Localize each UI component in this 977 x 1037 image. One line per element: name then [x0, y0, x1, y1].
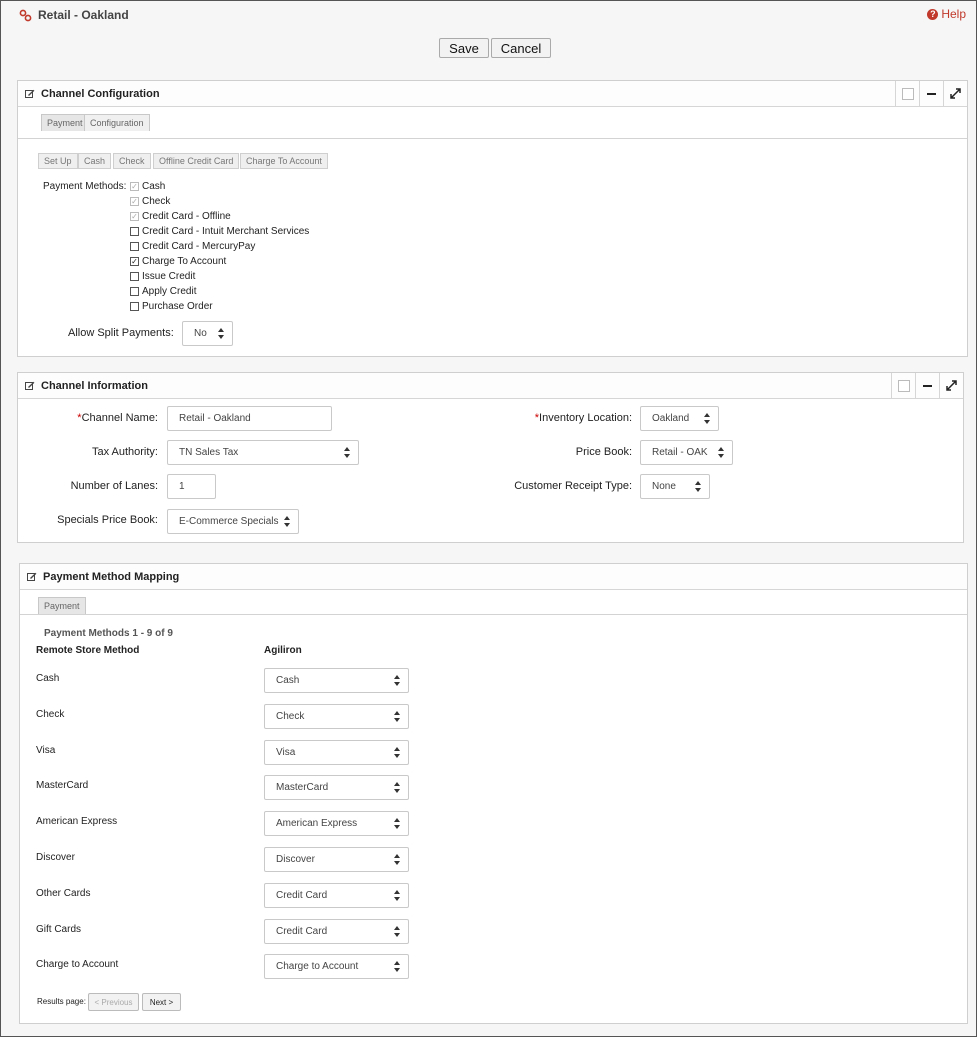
select-arrows-icon [394, 675, 400, 687]
column-header-agiliron: Agiliron [264, 645, 302, 656]
select-arrows-icon [695, 481, 701, 493]
restore-icon[interactable] [891, 373, 915, 398]
payment-method-mapping-panel [19, 563, 968, 1024]
remote-method-name: Visa [36, 745, 56, 756]
select-arrows-icon [394, 711, 400, 723]
select-arrows-icon [394, 747, 400, 759]
agiliron-method-select[interactable] [264, 668, 409, 693]
payment-method-label: Charge To Account [142, 256, 227, 267]
inventory-location-label: *Inventory Location: [534, 412, 632, 424]
agiliron-method-value: Charge to Account [276, 961, 359, 972]
payment-method-checkbox [130, 212, 139, 221]
link-icon [19, 9, 32, 22]
panel-title: Channel Configuration [41, 87, 160, 100]
checkmark-icon: ✓ [131, 196, 138, 206]
payment-method-checkbox[interactable] [130, 227, 139, 236]
payment-methods-count: Payment Methods 1 - 9 of 9 [44, 628, 173, 639]
checkmark-icon: ✓ [131, 181, 138, 191]
payment-method-label: Purchase Order [142, 301, 213, 312]
inventory-location-value: Oakland [652, 413, 690, 424]
agiliron-method-value: American Express [276, 818, 358, 829]
next-page-button[interactable]: Next > [142, 993, 181, 1011]
payment-method-label: Apply Credit [142, 286, 197, 297]
payment-method-checkbox[interactable] [130, 302, 139, 311]
agiliron-method-value: Credit Card [276, 926, 328, 937]
channel-name-input[interactable]: Retail - Oakland [167, 406, 332, 431]
specials-price-book-value: E-Commerce Specials [179, 516, 279, 527]
price-book-value: Retail - OAK [652, 447, 708, 458]
channel-configuration-panel [17, 80, 968, 357]
remote-method-name: Discover [36, 852, 75, 863]
payment-methods-label: Payment Methods: [43, 181, 127, 192]
restore-icon[interactable] [895, 81, 919, 106]
agiliron-method-select[interactable] [264, 954, 409, 979]
remote-method-name: Gift Cards [36, 924, 82, 935]
customer-receipt-type-label: Customer Receipt Type: [514, 480, 632, 492]
minimize-icon[interactable] [919, 81, 943, 106]
subtab-cash[interactable]: Cash [78, 153, 111, 169]
payment-method-label: Issue Credit [142, 271, 196, 282]
agiliron-method-select[interactable] [264, 847, 409, 872]
agiliron-method-select[interactable] [264, 919, 409, 944]
edit-icon [27, 572, 37, 582]
subtab-set-up[interactable]: Set Up [38, 153, 78, 169]
panel-header [18, 81, 967, 107]
subtab-check[interactable]: Check [113, 153, 151, 169]
remote-method-name: Check [36, 709, 65, 720]
remote-method-name: Charge to Account [36, 959, 119, 970]
price-book-select[interactable] [640, 440, 733, 465]
payment-method-checkbox [130, 197, 139, 206]
results-page-label: Results page: [37, 997, 86, 1006]
split-payments-value: No [194, 328, 207, 339]
help-label: Help [941, 7, 966, 21]
select-arrows-icon [704, 413, 710, 425]
payment-method-checkbox[interactable] [130, 257, 139, 266]
panel-title: Payment Method Mapping [43, 570, 180, 583]
panel-header [18, 373, 963, 399]
customer-receipt-type-select[interactable] [640, 474, 710, 499]
previous-page-button[interactable]: < Previous [88, 993, 139, 1011]
customer-receipt-type-value: None [652, 481, 676, 492]
tax-authority-label: Tax Authority: [91, 446, 158, 458]
panel-header [20, 564, 967, 590]
tab-payment[interactable]: Payment [38, 597, 86, 614]
remote-method-name: Other Cards [36, 888, 91, 899]
maximize-icon[interactable] [943, 81, 967, 106]
tab-configuration[interactable]: Configuration [84, 114, 150, 131]
agiliron-method-value: Check [276, 711, 305, 722]
subtab-charge-to-account[interactable]: Charge To Account [240, 153, 328, 169]
tab-divider [20, 614, 967, 615]
agiliron-method-select[interactable] [264, 740, 409, 765]
channel-information-panel [17, 372, 964, 543]
panel-title: Channel Information [41, 379, 148, 392]
payment-method-checkbox [130, 182, 139, 191]
split-payments-label: Allow Split Payments: [68, 327, 174, 339]
price-book-label: Price Book: [575, 446, 632, 458]
tab-divider [18, 138, 967, 139]
payment-method-label: Credit Card - Intuit Merchant Services [142, 226, 310, 237]
help-link[interactable] [927, 7, 966, 21]
split-payments-select[interactable] [182, 321, 233, 346]
payment-method-label: Cash [142, 181, 166, 192]
channel-name-label: *Channel Name: [77, 412, 158, 424]
column-header-remote: Remote Store Method [36, 645, 140, 656]
select-arrows-icon [284, 516, 290, 528]
agiliron-method-value: Credit Card [276, 890, 328, 901]
payment-method-label: Check [142, 196, 171, 207]
select-arrows-icon [394, 926, 400, 938]
select-arrows-icon [394, 854, 400, 866]
checkmark-icon: ✓ [131, 211, 138, 221]
select-arrows-icon [394, 818, 400, 830]
tax-authority-select[interactable] [167, 440, 359, 465]
minimize-icon[interactable] [915, 373, 939, 398]
inventory-location-select[interactable] [640, 406, 719, 431]
lanes-input[interactable]: 1 [167, 474, 216, 499]
payment-method-label: Credit Card - MercuryPay [142, 241, 256, 252]
select-arrows-icon [394, 782, 400, 794]
payment-method-label: Credit Card - Offline [142, 211, 231, 222]
agiliron-method-select[interactable] [264, 775, 409, 800]
select-arrows-icon [394, 961, 400, 973]
agiliron-method-value: Cash [276, 675, 300, 686]
select-arrows-icon [718, 447, 724, 459]
help-icon: ? [927, 9, 938, 20]
payment-method-checkbox[interactable] [130, 272, 139, 281]
agiliron-method-select[interactable] [264, 883, 409, 908]
agiliron-method-select[interactable] [264, 811, 409, 836]
page-title-text: Retail - Oakland [38, 8, 129, 22]
agiliron-method-select[interactable] [264, 704, 409, 729]
select-arrows-icon [344, 447, 350, 459]
agiliron-method-value: Discover [276, 854, 315, 865]
remote-method-name: Cash [36, 673, 60, 684]
agiliron-method-value: Visa [276, 747, 296, 758]
tax-authority-value: TN Sales Tax [179, 447, 239, 458]
subtab-offline-credit-card[interactable]: Offline Credit Card [153, 153, 239, 169]
payment-method-checkbox[interactable] [130, 242, 139, 251]
lanes-label: Number of Lanes: [70, 480, 158, 492]
remote-method-name: American Express [36, 816, 118, 827]
maximize-icon[interactable] [939, 373, 963, 398]
save-button[interactable]: Save [439, 38, 489, 58]
specials-price-book-label: Specials Price Book: [57, 514, 158, 526]
checkmark-icon: ✓ [131, 256, 138, 266]
agiliron-method-value: MasterCard [276, 782, 329, 793]
select-arrows-icon [394, 890, 400, 902]
edit-icon [25, 89, 35, 99]
specials-price-book-select[interactable] [167, 509, 299, 534]
cancel-button[interactable]: Cancel [491, 38, 551, 58]
remote-method-name: MasterCard [36, 780, 89, 791]
tab-payment[interactable]: Payment [41, 114, 89, 131]
edit-icon [25, 381, 35, 391]
payment-method-checkbox[interactable] [130, 287, 139, 296]
page-title [19, 8, 129, 22]
select-arrows-icon [218, 328, 224, 340]
